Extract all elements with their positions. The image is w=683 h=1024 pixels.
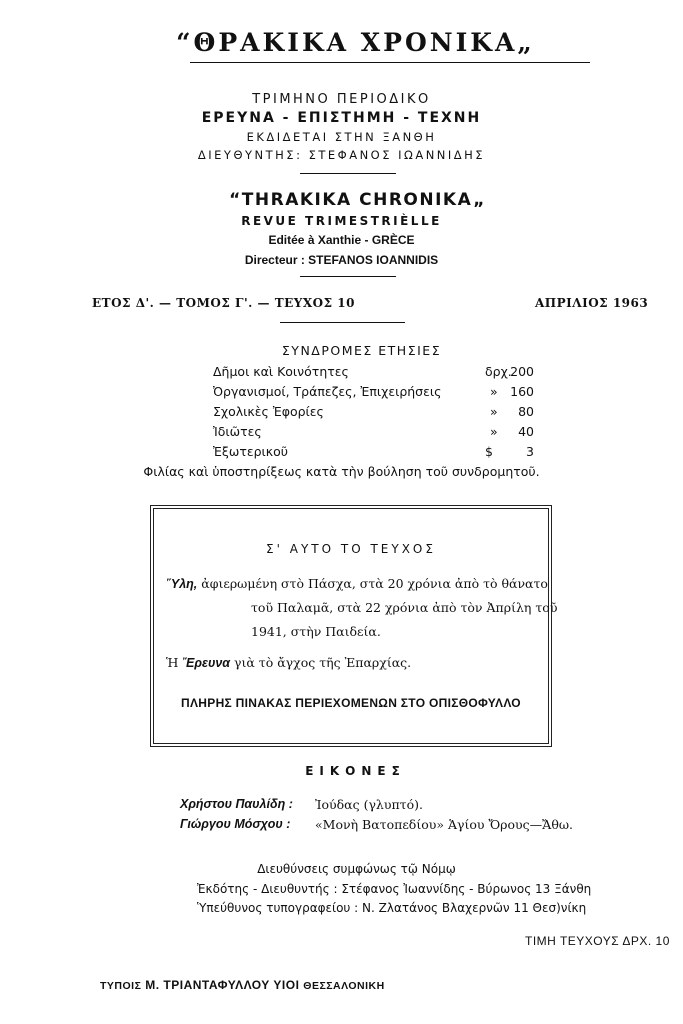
subscription-row xyxy=(0,384,683,404)
title-underline xyxy=(190,62,590,63)
subscription-price: 80 xyxy=(518,404,534,419)
subscription-category: Σχολικὲς Ἐφορίες xyxy=(213,404,324,419)
subscription-category: Ἰδιῶτες xyxy=(213,424,262,439)
image-artist: Χρήστου Παυλίδη : xyxy=(180,797,293,811)
subscriptions-heading: ΣΥΝΔΡΟΜΕΣ ΕΤΗΣΙΕΣ xyxy=(281,343,442,358)
printer-address: Ὑπεύθυνος τυπογραφείου : Ν. Ζλατάνος Βλαχερνῶν 11 Θεσ)νίκη xyxy=(197,901,587,915)
image-credit-row xyxy=(0,817,683,835)
contents-item-text: ἀφιερωμένη στὸ Πάσχα, στὰ 20 χρόνια ἀπὸ τὸ θάνατο xyxy=(197,576,548,591)
printer-city: ΘΕΣΣΑΛΟΝΙΚΗ xyxy=(303,980,385,992)
image-work: «Μονὴ Βατοπεδίου» Ἁγίου Ὄρους—Ἄθω. xyxy=(315,817,574,832)
section-divider xyxy=(300,276,396,277)
subscription-price: 40 xyxy=(518,424,534,439)
printer-imprint xyxy=(100,978,385,992)
contents-item-lead: Ἔρευνα xyxy=(182,656,231,670)
publisher-address: Ἐκδότης - Διευθυντής : Στέφανος Ἰωαννίδης - Βύρωνος 13 Ξάνθη xyxy=(197,882,592,896)
contents-item-research xyxy=(166,655,411,670)
subtitle-director: ΔΙΕΥΘΥΝΤΗΣ: ΣΤΕΦΑΝΟΣ ΙΩΑΝΝΙΔΗΣ xyxy=(197,148,486,162)
image-credit-row xyxy=(0,797,683,815)
subscription-category: Ἐξωτερικοῦ xyxy=(213,444,289,459)
subscription-price: 3 xyxy=(526,444,534,459)
contents-item-text: γιὰ τὸ ἄγχος τῆς Ἐπαρχίας. xyxy=(230,655,412,670)
journal-title-latin: “THRAKIKA CHRONIKA„ xyxy=(229,190,486,210)
subscriptions-note: Φιλίας καὶ ὑποστηρίξεως κατὰ τὴν βούληση τοῦ συνδρομητοῦ. xyxy=(143,464,540,479)
contents-item-text-line: τοῦ Παλαμᾶ, στὰ 22 χρόνια ἀπὸ τὸν Ἀπρίλη τοῦ xyxy=(251,600,558,615)
issue-volume: ΕΤΟΣ Δ'. — ΤΟΜΟΣ Γ'. — ΤΕΥΧΟΣ 10 xyxy=(92,296,355,310)
contents-box-title: Σ' ΑΥΤΟ ΤΟ ΤΕΥΧΟΣ xyxy=(266,542,436,556)
contents-item-text-line: 1941, στὴν Παιδεία. xyxy=(251,624,381,639)
subscription-row xyxy=(0,404,683,424)
contents-item-prefix: Ἡ xyxy=(166,655,183,670)
contents-item-lead: Ὕλη, xyxy=(166,577,198,591)
image-work: Ἰούδας (γλυπτό). xyxy=(315,797,423,812)
legal-addresses-heading: Διευθύνσεις συμφώνως τῷ Νόμῳ xyxy=(257,862,456,876)
subscription-price: 160 xyxy=(510,384,534,399)
latin-subtitle-director: Directeur : STEFANOS IOANNIDIS xyxy=(244,253,439,267)
issue-date: ΑΠΡΙΛΙΟΣ 1963 xyxy=(535,296,649,310)
subscription-category: Ὀργανισμοί, Τράπεζες, Ἐπιχειρήσεις xyxy=(213,384,442,399)
subtitle-quarterly: ΤΡΙΜΗΝΟ ΠΕΡΙΟΔΙΚΟ xyxy=(252,92,431,107)
subscription-row xyxy=(0,424,683,444)
subscription-row xyxy=(0,444,683,464)
contents-item-matter xyxy=(166,576,548,591)
printer-prefix: ΤΥΠΟΙΣ xyxy=(100,980,142,992)
subscription-row xyxy=(0,364,683,384)
full-contents-note: ΠΛΗΡΗΣ ΠΙΝΑΚΑΣ ΠΕΡΙΕΧΟΜΕΝΩΝ ΣΤΟ ΟΠΙΣΘΟΦΥΛΛΟ xyxy=(181,696,521,710)
subscription-unit: δρχ. xyxy=(485,364,512,379)
latin-subtitle-quarterly: REVUE TRIMESTRIÈLLE xyxy=(241,214,442,228)
issue-price: ΤΙΜΗ ΤΕΥΧΟΥΣ ΔΡΧ. 10 xyxy=(525,934,670,948)
subscription-unit: $ xyxy=(485,444,493,459)
subscription-price: 200 xyxy=(510,364,534,379)
image-artist: Γιώργου Μόσχου : xyxy=(180,817,291,831)
subtitle-topics: ΕΡΕΥΝΑ - ΕΠΙΣΤΗΜΗ - ΤΕΧΝΗ xyxy=(201,110,482,126)
subscription-unit: » xyxy=(490,424,498,439)
images-heading: ΕΙΚΟΝΕΣ xyxy=(305,764,406,778)
subscription-unit: » xyxy=(490,384,498,399)
subtitle-published-in: ΕΚΔΙΔΕΤΑΙ ΣΤΗΝ ΞΑΝΘΗ xyxy=(246,130,437,144)
printer-name: Μ. ΤΡΙΑΝΤΑΦΥΛΛΟΥ ΥΙΟΙ xyxy=(145,978,300,992)
issue-divider xyxy=(280,322,405,323)
latin-subtitle-published: Editée à Xanthie - GRÈCE xyxy=(268,233,415,247)
section-divider xyxy=(300,173,396,174)
subscription-unit: » xyxy=(490,404,498,419)
journal-title: “ΘΡΑΚΙΚΑ ΧΡΟΝΙΚΑ„ xyxy=(176,28,535,57)
subscription-category: Δῆμοι καὶ Κοινότητες xyxy=(213,364,349,379)
